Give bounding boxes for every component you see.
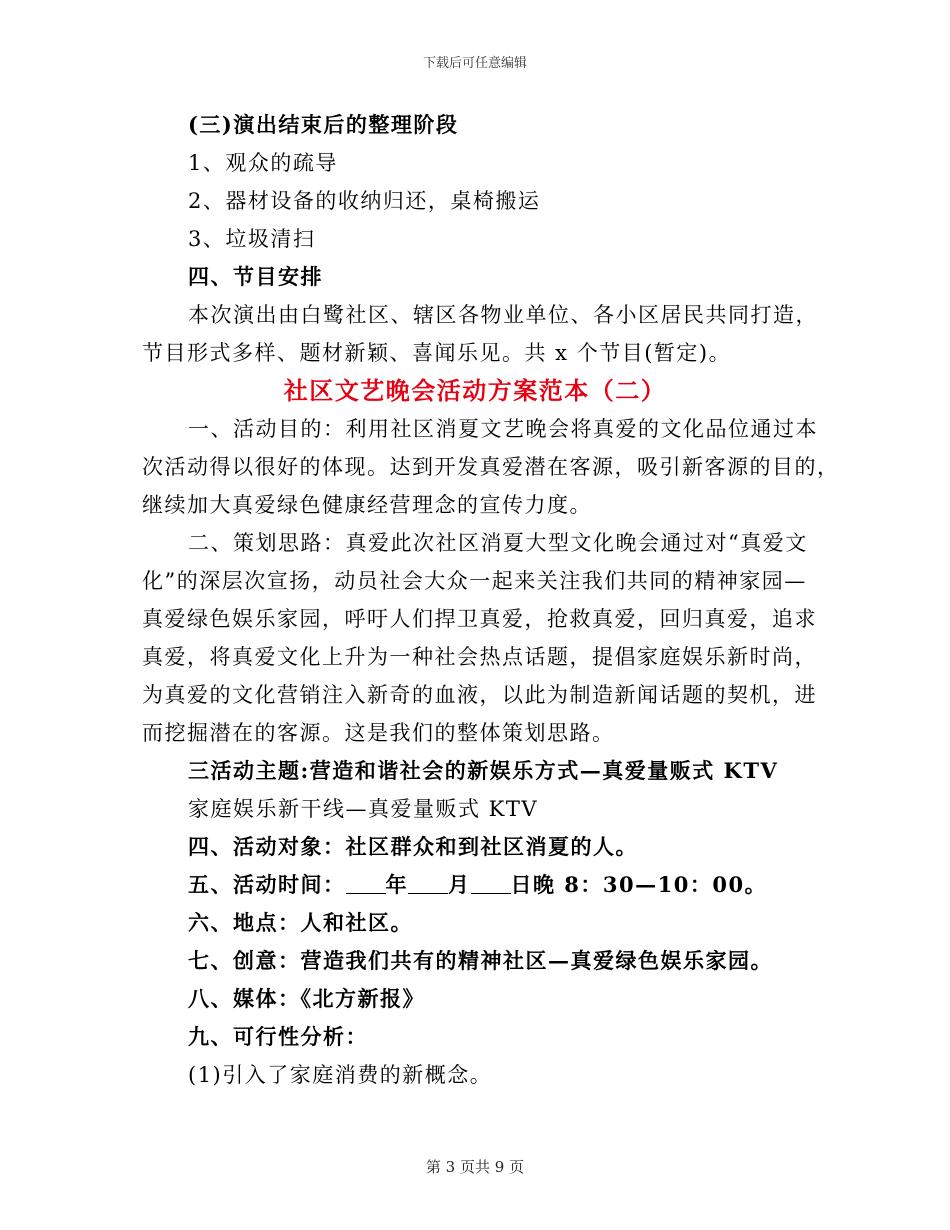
paragraph-line: 一、活动目的：利用社区消夏文艺晚会将真爱的文化品位通过本 [188,417,818,441]
day-blank [471,873,511,894]
paragraph-line: 二、策划思路：真爱此次社区消夏大型文化晚会通过对“真爱文 [188,531,808,555]
time-label: 五、活动时间： [188,872,346,897]
paragraph-line: 家庭娱乐新干线—真爱量贩式 KTV [188,797,539,821]
document-title: 社区文艺晚会活动方案范本（二） [283,376,667,405]
paragraph-line: 次活动得以很好的体现。达到开发真爱潜在客源，吸引新客源的目的， [142,455,840,479]
paragraph-line: 继续加大真爱绿色健康经营理念的宣传力度。 [142,493,592,517]
list-item: (1)引入了家庭消费的新概念。 [188,1063,493,1087]
list-item: 1、观众的疏导 [188,151,338,175]
page-header: 下载后可任意编辑 [422,56,527,71]
year-label: 年 [385,872,408,897]
heading-program-arrangement: 四、节目安排 [188,264,323,289]
paragraph-line: 真爱，将真爱文化上升为一种社会热点话题，提倡家庭娱乐新时尚， [142,645,817,669]
day-time-label: 日晚 8：30—10：00。 [510,872,768,897]
heading-activity-target: 四、活动对象：社区群众和到社区消夏的人。 [188,834,638,859]
paragraph-line: 为真爱的文化营销注入新奇的血液，以此为制造新闻话题的契机，进 [142,683,817,707]
month-label: 月 [448,872,471,897]
heading-idea: 七、创意：营造我们共有的精神社区—真爱绿色娱乐家园。 [188,948,773,973]
paragraph-line: 节目形式多样、题材新颖、喜闻乐见。共 x 个节目(暂定)。 [142,341,732,365]
paragraph-line: 而挖掘潜在的客源。这是我们的整体策划思路。 [142,721,615,745]
paragraph-line: 本次演出由白鹭社区、辖区各物业单位、各小区居民共同打造， [188,303,818,327]
heading-activity-time [142,866,808,904]
paragraph-line: 化”的深层次宣扬，动员社会大众一起来关注我们共同的精神家园— [142,569,807,593]
year-blank [346,873,386,894]
month-blank [408,873,448,894]
document-body [142,106,840,1094]
heading-feasibility: 九、可行性分析： [188,1024,368,1049]
list-item: 2、器材设备的收纳归还，桌椅搬运 [188,189,541,213]
heading-place: 六、地点：人和社区。 [188,910,413,935]
list-item: 3、垃圾清扫 [188,227,316,251]
heading-cleanup-stage: (三)演出结束后的整理阶段 [188,112,459,137]
heading-activity-theme: 三活动主题:营造和谐社会的新娱乐方式—真爱量贩式 KTV [188,758,779,783]
page-footer: 第 3 页共 9 页 [425,1158,525,1176]
paragraph-line: 真爱绿色娱乐家园，呼吁人们捍卫真爱，抢救真爱，回归真爱，追求 [142,607,817,631]
heading-media: 八、媒体：《北方新报》 [188,986,425,1011]
